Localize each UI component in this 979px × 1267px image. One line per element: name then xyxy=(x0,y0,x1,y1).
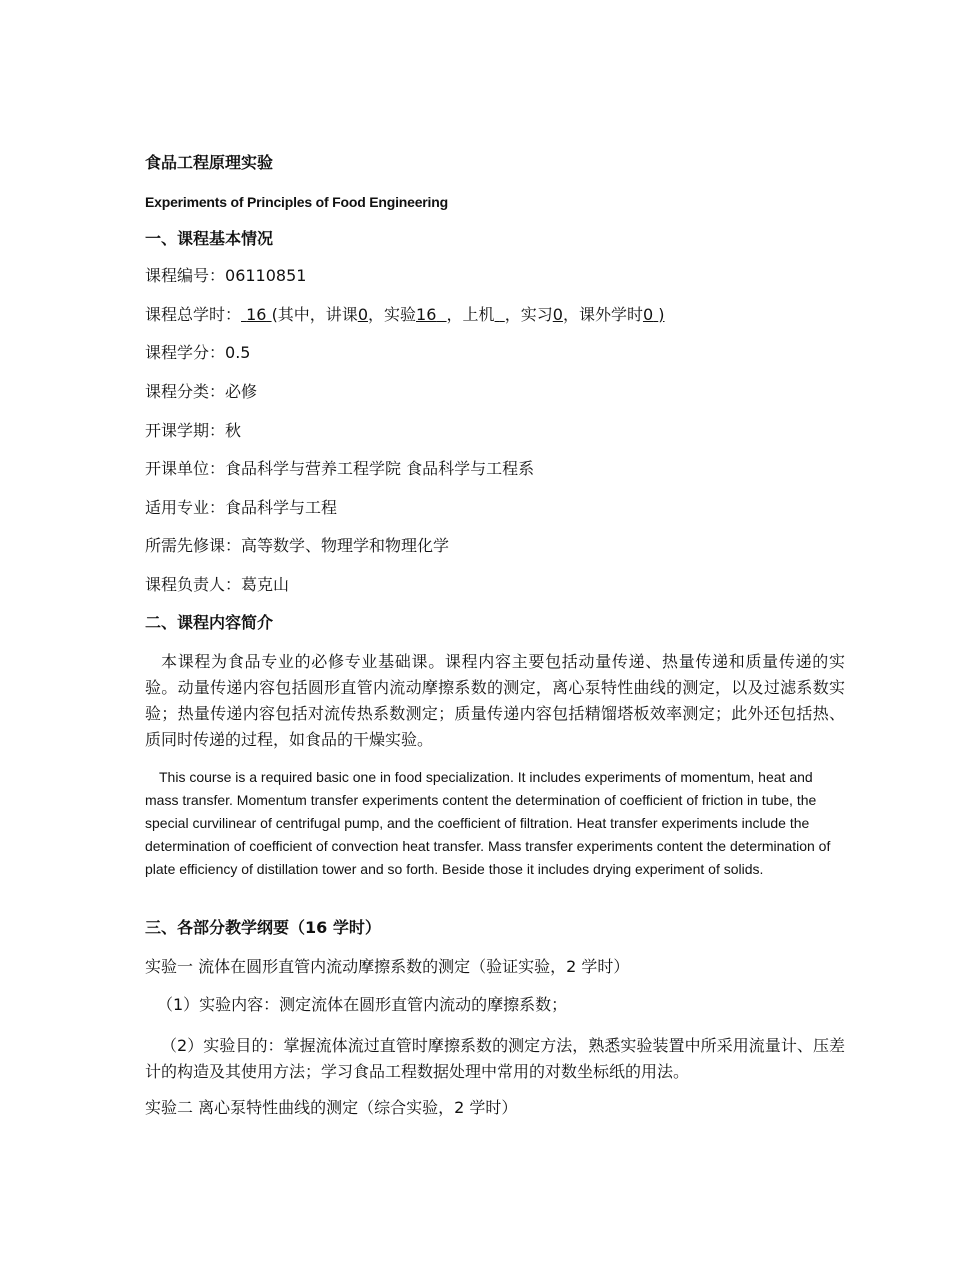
course-hours-row xyxy=(145,305,665,325)
hours-text-1: (其中，讲课 xyxy=(271,305,358,324)
course-title-en: Experiments of Principles of Food Engineering xyxy=(145,194,448,210)
semester-label: 开课学期： xyxy=(145,421,226,440)
major-label: 适用专业： xyxy=(145,498,226,517)
intro-paragraph-en: This course is a required basic one in food specialization. It includes experiments of momentum, heat and mass transfer. Momentum transfer experiments content the determination of coefficient of friction in tube, the special curvilinear of centrifugal pump, and the coefficient of filtration. Heat transfer experiments include the determination of coefficient of convection heat transfer. Mass transfer experiments content the determination of plate efficiency of distillation tower and so forth. Beside those it includes drying experiment of solids. xyxy=(145,769,831,877)
course-credit-row xyxy=(145,343,250,363)
course-unit-row xyxy=(145,459,534,479)
experiment2-title: 实验二 离心泵特性曲线的测定（综合实验，2 学时） xyxy=(145,1098,518,1117)
unit-label: 开课单位： xyxy=(145,459,226,478)
course-code-value: 06110851 xyxy=(225,266,307,285)
unit-value: 食品科学与营养工程学院 食品科学与工程系 xyxy=(225,459,535,478)
major-value: 食品科学与工程 xyxy=(225,498,338,517)
course-owner-row xyxy=(145,575,289,595)
category-label: 课程分类： xyxy=(145,382,226,401)
course-semester-row xyxy=(145,421,241,441)
experiment1-content: （1）实验内容：测定流体在圆形直管内流动的摩擦系数； xyxy=(157,995,568,1014)
hours-total: 16 xyxy=(246,305,267,324)
hours-text-2: ，实验 xyxy=(368,305,417,324)
experiment1-goal: （2）实验目的：掌握流体流过直管时摩擦系数的测定方法，熟悉实验装置中所采用流量计、压差计的构造及其使用方法；学习食品工程数据处理中常用的对数坐标纸的用法。 xyxy=(145,1036,845,1081)
hours-extra: 0 ) xyxy=(642,305,665,324)
intro-paragraph-cn: 本课程为食品专业的必修专业基础课。课程内容主要包括动量传递、热量传递和质量传递的实验。动量传递内容包括圆形直管内流动摩擦系数的测定，离心泵特性曲线的测定，以及过滤系数实验；热量传递内容包括对流传热系数测定；质量传递内容包括精馏塔板效率测定；此外还包括热、质同时传递的过程，如食品的干燥实验。 xyxy=(145,652,845,749)
semester-value: 秋 xyxy=(225,421,242,440)
course-prereq-row xyxy=(145,536,449,556)
section3-heading: 三、各部分教学纲要（16 学时） xyxy=(145,918,381,937)
hours-text-3: ，上机 xyxy=(446,305,495,324)
owner-label: 课程负责人： xyxy=(145,575,242,594)
course-category-row xyxy=(145,382,257,402)
experiment1-title: 实验一 流体在圆形直管内流动摩擦系数的测定（验证实验，2 学时） xyxy=(145,957,630,976)
course-major-row xyxy=(145,498,337,518)
prereq-value: 高等数学、物理学和物理化学 xyxy=(241,536,450,555)
credit-label: 课程学分： xyxy=(145,343,226,362)
section2-heading: 二、课程内容简介 xyxy=(145,613,274,632)
hours-text-4: ，实习 xyxy=(504,305,553,324)
hours-lecture: 0 xyxy=(357,305,368,324)
owner-value: 葛克山 xyxy=(241,575,290,594)
credit-value: 0.5 xyxy=(225,343,251,362)
hours-practice: 0 xyxy=(552,305,563,324)
hours-text-5: ，课外学时 xyxy=(562,305,643,324)
section1-heading: 一、课程基本情况 xyxy=(145,229,274,248)
course-code-row xyxy=(145,266,306,286)
course-code-label: 课程编号： xyxy=(145,266,226,285)
hours-label: 课程总学时： xyxy=(145,305,242,324)
course-title-cn: 食品工程原理实验 xyxy=(145,153,274,172)
prereq-label: 所需先修课： xyxy=(145,536,242,555)
hours-computer xyxy=(495,305,505,324)
category-value: 必修 xyxy=(225,382,258,401)
hours-experiment: 16 xyxy=(416,305,437,324)
